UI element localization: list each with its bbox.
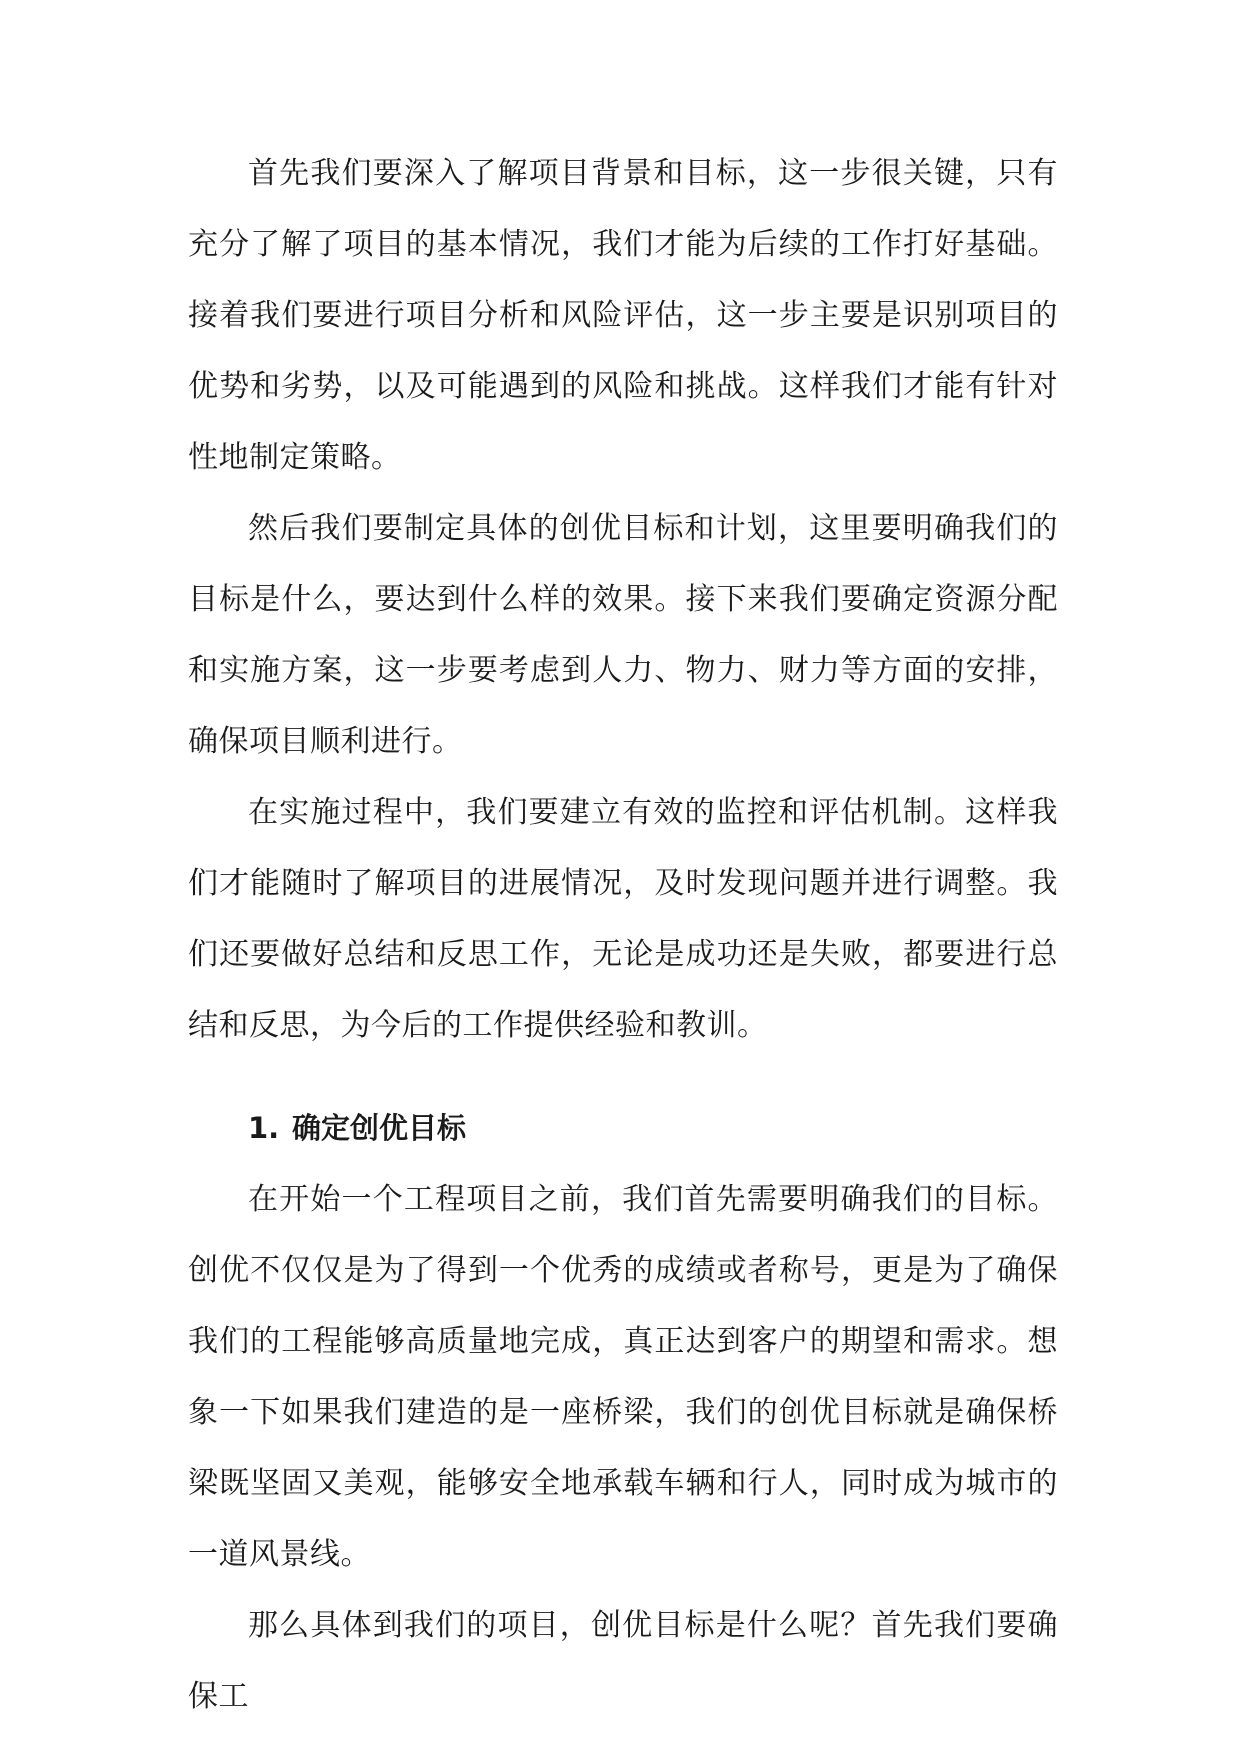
paragraph-goals-and-plan: 然后我们要制定具体的创优目标和计划，这里要明确我们的目标是什么，要达到什么样的效果。接下来我们要确定资源分配和实施方案，这一步要考虑到人力、物力、财力等方面的安排，确保项目顺利进行。 <box>188 511 1058 759</box>
section-heading <box>188 1093 1058 1164</box>
section-title: 确定创优目标 <box>292 1111 467 1145</box>
paragraph-monitoring: 在实施过程中，我们要建立有效的监控和评估机制。这样我们才能随时了解项目的进展情况，及时发现问题并进行调整。我们还要做好总结和反思工作，无论是成功还是失败，都要进行总结和反思，为今后的工作提供经验和教训。 <box>188 795 1058 1043</box>
section-number: 1. <box>248 1111 280 1145</box>
paragraph-project-goal: 那么具体到我们的项目，创优目标是什么呢？首先我们要确保工 <box>188 1608 1058 1714</box>
document-page <box>188 138 1058 1732</box>
paragraph-project-background: 首先我们要深入了解项目背景和目标，这一步很关键，只有充分了解了项目的基本情况，我们才能为后续的工作打好基础。接着我们要进行项目分析和风险评估，这一步主要是识别项目的优势和劣势，以及可能遇到的风险和挑战。这样我们才能有针对性地制定策略。 <box>188 156 1058 475</box>
paragraph-define-goal: 在开始一个工程项目之前，我们首先需要明确我们的目标。创优不仅仅是为了得到一个优秀的成绩或者称号，更是为了确保我们的工程能够高质量地完成，真正达到客户的期望和需求。想象一下如果我们建造的是一座桥梁，我们的创优目标就是确保桥梁既坚固又美观，能够安全地承载车辆和行人，同时成为城市的一道风景线。 <box>188 1182 1058 1572</box>
